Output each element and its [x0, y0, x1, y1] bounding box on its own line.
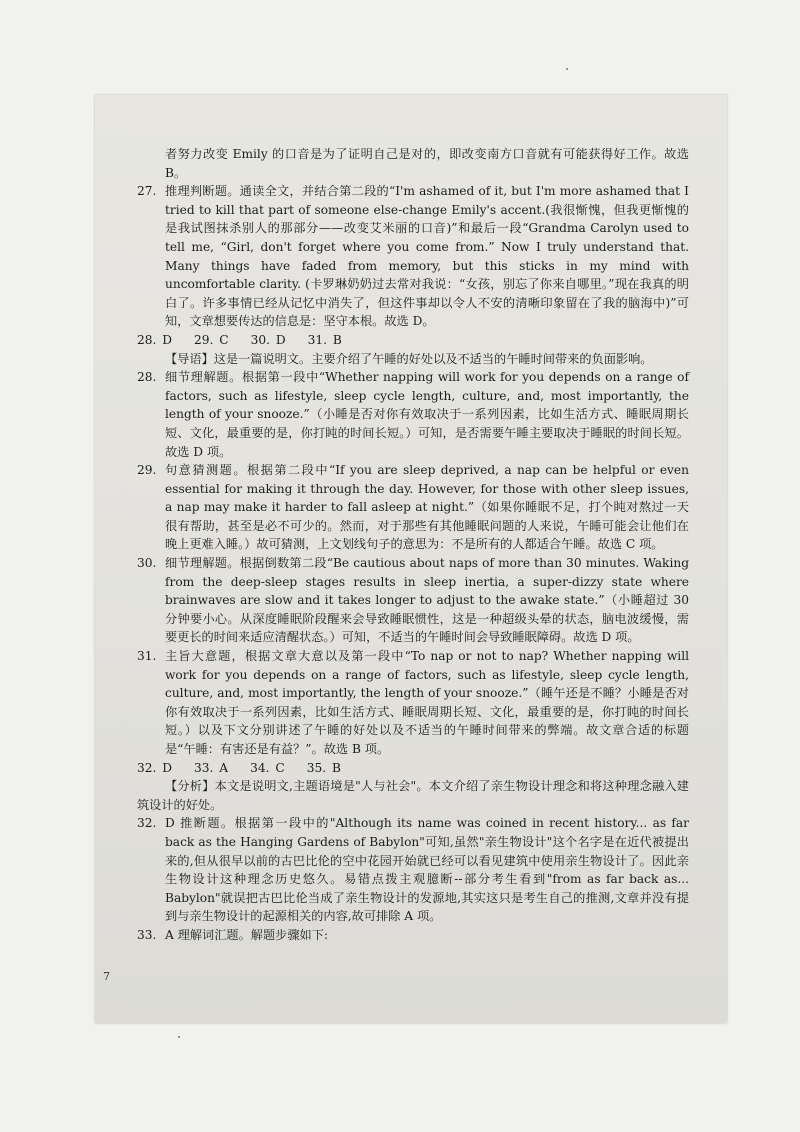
question-explanation — [137, 814, 689, 926]
section-intro: 【导语】这是一篇说明文。主要介绍了午睡的好处以及不适当的午睡时间带来的负面影响。 — [165, 351, 653, 366]
question-explanation — [137, 926, 689, 945]
section-intro: 【分析】本文是说明文,主题语境是"人与社会"。本文介绍了亲生物设计理念和将这种理念融入建筑设计的好处。 — [137, 779, 689, 812]
explanation-body: A 理解词汇题。解题步骤如下: — [165, 927, 329, 942]
answer-key: 33. A — [194, 760, 229, 775]
answer-key-row — [137, 331, 689, 350]
answer-key: 31. B — [307, 332, 342, 347]
page-number: 7 — [103, 970, 110, 983]
question-number: 30. — [137, 556, 157, 571]
question-number: 31. — [137, 649, 157, 664]
answer-key: 34. C — [250, 760, 285, 775]
continued-paragraph: 者努力改变 Emily 的口音是为了证明自己是对的，即改变南方口音就有可能获得好工作。故选 B。 — [165, 147, 689, 180]
answer-sheet-page — [95, 95, 727, 1023]
explanation-body: 推理判断题。通读全文，并结合第二段的“I'm ashamed of it, but I'm more ashamed that I tried to kill that part of someone else-change Emily's accent.(我很惭愧，但我更惭愧的是我试图抹杀别人的那部分——改变艾米丽的口音)”和最后一段“Grandma Carolyn used to tell me, “Girl, don't forget where you come from.” Now I truly understand that. Many things have faded from memory, but this sticks in my mind with uncomfortable clarity. (卡罗琳奶奶过去常对我说：“女孩，别忘了你来自哪里。”现在我真的明白了。许多事情已经从记忆中消失了，但这件事却以令人不安的清晰印象留在了我的脑海中)”可知，文章想要传达的信息是：坚守本根。故选 D。 — [165, 184, 689, 329]
question-number: 28. — [137, 370, 157, 385]
dust-speck — [566, 68, 568, 70]
question-explanation — [137, 554, 689, 647]
question-explanation — [137, 461, 689, 554]
answer-key: 32. D — [137, 760, 173, 775]
explanation-body: 细节理解题。根据倒数第二段“Be cautious about naps of more than 30 minutes. Waking from the deep-sleep stages results in sleep inertia, a super-dizzy state where brainwaves are slow and it takes longer to adjust to the awake state.”（小睡超过 30 分钟要小心。从深度睡眠阶段醒来会导致睡眠惯性，这是一种超级头晕的状态，脑电波缓慢，需要更长的时间来适应清醒状态。）可知，不适当的午睡时间会导致睡眠障碍。故选 D 项。 — [165, 556, 689, 645]
question-number: 33. — [137, 927, 157, 942]
answer-key: 30. D — [250, 332, 286, 347]
question-number: 27. — [137, 184, 157, 199]
explanation-text — [137, 145, 689, 945]
question-number: 29. — [137, 463, 157, 478]
answer-key-row — [137, 759, 689, 778]
answer-key: 29. C — [194, 332, 229, 347]
question-explanation — [137, 647, 689, 759]
dust-speck — [178, 1036, 180, 1038]
explanation-body: 句意猜测题。根据第二段中“If you are sleep deprived, a nap can be helpful or even essential for making it through the day. However, for those with other sleep issues, a nap may make it harder to fall asleep at night.”（如果你睡眠不足，打个盹对熬过一天很有帮助，甚至是必不可少的。然而，对于那些有其他睡眠问题的人来说，午睡可能会让他们在晚上更难入睡。）故可猜测，上文划线句子的意思为：不是所有的人都适合午睡。故选 C 项。 — [165, 463, 689, 552]
explanation-body: 细节理解题。根据第一段中“Whether napping will work for you depends on a range of factors, such as lifestyle, sleep cycle length, culture, and, most importantly, the length of your snooze.”（小睡是否对你有效取决于一系列因素，比如生活方式、睡眠周期长短、文化，最重要的是，你打盹的时间长短。）可知，是否需要午睡主要取决于睡眠的时间长短。故选 D 项。 — [165, 370, 689, 459]
question-number: 32. — [137, 816, 157, 831]
explanation-body: 主旨大意题，根据文章大意以及第一段中“To nap or not to nap? Whether napping will work for you depends on a range of factors, such as lifestyle, sleep cycle length, culture, and, most importantly, the length of your snooze.”（睡午还是不睡？小睡是否对你有效取决于一系列因素，比如生活方式、睡眠周期长短、文化，最重要的是，你打盹的时间长短。）以及下文分别讲述了午睡的好处以及不适当的午睡时间带来的弊端。故文章合适的标题是“午睡：有害还是有益？”。故选 B 项。 — [165, 649, 689, 756]
explanation-body: D 推断题。根据第一段中的"Although its name was coined in recent history... as far back as the Hanging Gardens of Babylon"可知,虽然"亲生物设计"这个名字是在近代被提出来的,但从很早以前的古巴比伦的空中花园开始就已经可以看见建筑中使用亲生物设计了。因此亲生物设计这种理念历史悠久。易错点拨主观臆断--部分考生看到"from as far back as... Babylon"就误把古巴比伦当成了亲生物设计的发源地,其实这只是考生自己的推测,文章并没有提到与亲生物设计的起源相关的内容,故可排除 A 项。 — [165, 816, 689, 924]
question-explanation — [137, 182, 689, 331]
question-explanation — [137, 368, 689, 461]
answer-key: 35. B — [306, 760, 341, 775]
answer-key: 28. D — [137, 332, 173, 347]
